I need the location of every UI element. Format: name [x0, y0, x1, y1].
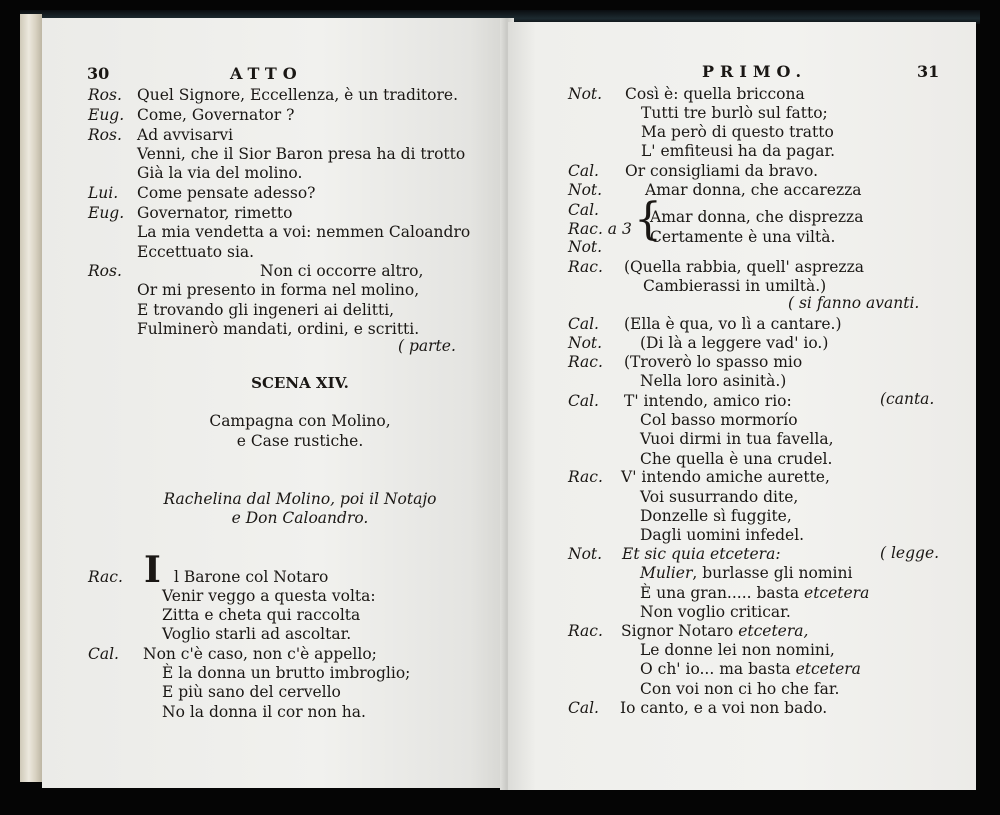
verse-line	[624, 394, 792, 410]
trio-brace: {	[634, 194, 662, 245]
speaker-label: Ros.	[88, 262, 122, 280]
speaker-label: Not.	[568, 334, 603, 352]
verse-line	[137, 225, 470, 241]
verse-line	[641, 106, 828, 122]
verse-line	[260, 264, 423, 280]
italic-word: etcetera,	[738, 622, 809, 640]
line-text: Che quella è una crudel.	[640, 450, 833, 468]
line-text: (Di là a leggere vad' io.)	[640, 334, 829, 352]
verse-line	[624, 260, 864, 276]
line-text: Non c'è caso, non c'è appello;	[143, 645, 377, 663]
verse-line	[162, 685, 341, 701]
line-text: Eccettuato sia.	[137, 243, 255, 261]
verse-line	[624, 317, 842, 333]
verse-line	[137, 108, 294, 124]
verse-line	[625, 87, 805, 103]
verse-line	[137, 303, 394, 319]
characters-line-1: Rachelina dal Molino, poi il Notajo	[163, 490, 437, 508]
verse-line	[640, 413, 798, 429]
speaker-label: Ros.	[88, 126, 122, 144]
verse-line	[137, 322, 419, 338]
line-text: L' emfiteusi ha da pagar.	[641, 142, 836, 160]
line-text: O ch' io... ma basta	[640, 660, 796, 678]
line-text: Non voglio criticar.	[640, 603, 791, 621]
verse-line	[137, 206, 292, 222]
trio-speaker-3: Not.	[568, 238, 603, 256]
verse-line	[162, 608, 360, 624]
line-text: Già la via del molino.	[137, 164, 303, 182]
speaker-label: Not.	[568, 181, 603, 199]
line-text: Non ci occorre altro,	[260, 262, 424, 280]
verse-line	[640, 509, 792, 525]
line-text: Ma però di questo tratto	[641, 123, 834, 141]
line-text: Zitta e cheta qui raccolta	[162, 606, 361, 624]
line-text: Quel Signore, Eccellenza, è un traditore.	[137, 86, 458, 104]
line-text: Donzelle sì fuggite,	[640, 507, 792, 525]
verse-line	[137, 128, 233, 144]
line-text: Venir veggo a questa volta:	[162, 587, 376, 605]
line-text: Signor Notaro	[621, 622, 739, 640]
stage-direction-exit: ( parte.	[398, 337, 456, 355]
line-text: (Quella rabbia, quell' asprezza	[624, 258, 864, 276]
speaker-label: Rac.	[568, 258, 603, 276]
line-text: E trovando gli ingeneri ai delitti,	[137, 301, 395, 319]
verse-line	[143, 647, 377, 663]
verse-line	[162, 627, 351, 643]
speaker-label: Not.	[568, 545, 603, 563]
verse-line	[137, 186, 315, 202]
italic-word: etcetera	[795, 660, 861, 678]
trio-line-2: Certamente è una viltà.	[650, 228, 836, 246]
line-text: (Ella è qua, vo lì a cantare.)	[624, 315, 842, 333]
stage-direction-sings: (canta.	[880, 390, 935, 408]
trio-speaker-1: Cal.	[568, 201, 599, 219]
line-text: Dagli uomini infedel.	[640, 526, 805, 544]
speaker-label: Rac.	[88, 568, 123, 586]
running-head-left: ATTO	[230, 64, 303, 83]
setting-line-1: Campagna con Molino,	[209, 412, 391, 430]
verse-line	[640, 528, 804, 544]
line-text: Vuoi dirmi in tua favella,	[640, 430, 834, 448]
line-text: Et sic quia etcetera:	[622, 545, 781, 563]
verse-line	[640, 682, 839, 698]
verse-line	[641, 125, 834, 141]
verse-line	[640, 490, 798, 506]
line-text: Venni, che il Sior Baron presa ha di trotto	[137, 145, 466, 163]
line-text: l Barone col Notaro	[174, 568, 329, 586]
verse-line	[620, 701, 827, 717]
verse-line	[137, 147, 465, 163]
verse-line	[137, 245, 254, 261]
verse-line	[622, 547, 781, 563]
line-text: Governator, rimetto	[137, 204, 293, 222]
line-text: Voi susurrando dite,	[640, 488, 799, 506]
running-head-right: PRIMO.	[702, 62, 808, 81]
line-text: Le donne lei non nomini,	[640, 641, 835, 659]
trio-speaker-2: Rac. a 3	[568, 220, 632, 238]
speaker-label: Ros.	[88, 86, 122, 104]
line-text: Come pensate adesso?	[137, 184, 316, 202]
italic-word: Mulier	[640, 564, 693, 582]
verse-line	[625, 164, 818, 180]
speaker-label: Cal.	[568, 699, 599, 717]
verse-line	[640, 566, 852, 582]
speaker-label: Cal.	[88, 645, 119, 663]
verse-line	[640, 586, 869, 602]
line-text: Ad avvisarvi	[137, 126, 234, 144]
speaker-label: Not.	[568, 85, 603, 103]
verse-line	[640, 432, 834, 448]
line-text: Così è: quella briccona	[625, 85, 805, 103]
line-text: Cambierassi in umiltà.)	[643, 277, 827, 295]
line-text: Or consigliami da bravo.	[625, 162, 819, 180]
line-text: Come, Governator ?	[137, 106, 295, 124]
line-text: (Troverò lo spasso mio	[624, 353, 803, 371]
verse-line	[640, 374, 786, 390]
verse-line	[137, 88, 458, 104]
italic-word: etcetera	[804, 584, 870, 602]
page-number-right: 31	[917, 62, 940, 81]
line-text: T' intendo, amico rio:	[624, 392, 792, 410]
speaker-label: Cal.	[568, 162, 599, 180]
line-text: Tutti tre burlò sul fatto;	[641, 104, 828, 122]
speaker-label: Eug.	[88, 106, 125, 124]
verse-line	[640, 643, 835, 659]
setting-line-2: e Case rustiche.	[236, 432, 364, 450]
line-text: Nella loro asinità.)	[640, 372, 787, 390]
verse-line	[621, 624, 808, 640]
stage-direction-forward: ( si fanno avanti.	[788, 294, 920, 312]
book-edge-left	[20, 14, 42, 782]
verse-line	[137, 283, 419, 299]
speaker-label: Rac.	[568, 353, 603, 371]
line-text: È una gran..... basta	[640, 584, 805, 602]
line-text: , burlasse gli nomini	[692, 564, 853, 582]
verse-line	[640, 452, 832, 468]
speaker-label: Lui.	[88, 184, 119, 202]
speaker-label: Cal.	[568, 392, 599, 410]
line-text: La mia vendetta a voi: nemmen Caloandro	[137, 223, 471, 241]
line-text: Amar donna, che accarezza	[645, 181, 862, 199]
speaker-label: Rac.	[568, 468, 603, 486]
verse-line	[621, 470, 830, 486]
verse-line	[162, 666, 410, 682]
trio-line-1: Amar donna, che disprezza	[650, 208, 864, 226]
characters-line-2: e Don Caloandro.	[231, 509, 369, 527]
verse-line	[645, 183, 862, 199]
verse-line	[640, 605, 791, 621]
verse-line	[643, 279, 826, 295]
line-text: E più sano del cervello	[162, 683, 341, 701]
verse-line	[640, 336, 828, 352]
drop-cap: I	[144, 549, 161, 591]
line-text: Fulminerò mandati, ordini, e scritti.	[137, 320, 420, 338]
line-text: È la donna un brutto imbroglio;	[162, 664, 411, 682]
scene-title: SCENA XIV.	[251, 374, 349, 392]
line-text: V' intendo amiche aurette,	[621, 468, 830, 486]
verse-line	[624, 355, 802, 371]
verse-line	[162, 589, 376, 605]
verse-line	[174, 570, 328, 586]
verse-line	[137, 166, 302, 182]
verse-line	[162, 705, 366, 721]
verse-line	[641, 144, 835, 160]
line-text: Col basso mormorío	[640, 411, 798, 429]
verse-line	[640, 662, 861, 678]
speaker-label: Eug.	[88, 204, 125, 222]
line-text: Voglio starli ad ascoltar.	[162, 625, 352, 643]
stage-direction-reads: ( legge.	[880, 544, 940, 562]
line-text: No la donna il cor non ha.	[162, 703, 366, 721]
line-text: Io canto, e a voi non bado.	[620, 699, 828, 717]
speaker-label: Cal.	[568, 315, 599, 333]
line-text: Or mi presento in forma nel molino,	[137, 281, 420, 299]
page-number-left: 30	[87, 64, 110, 83]
speaker-label: Rac.	[568, 622, 603, 640]
line-text: Con voi non ci ho che far.	[640, 680, 840, 698]
